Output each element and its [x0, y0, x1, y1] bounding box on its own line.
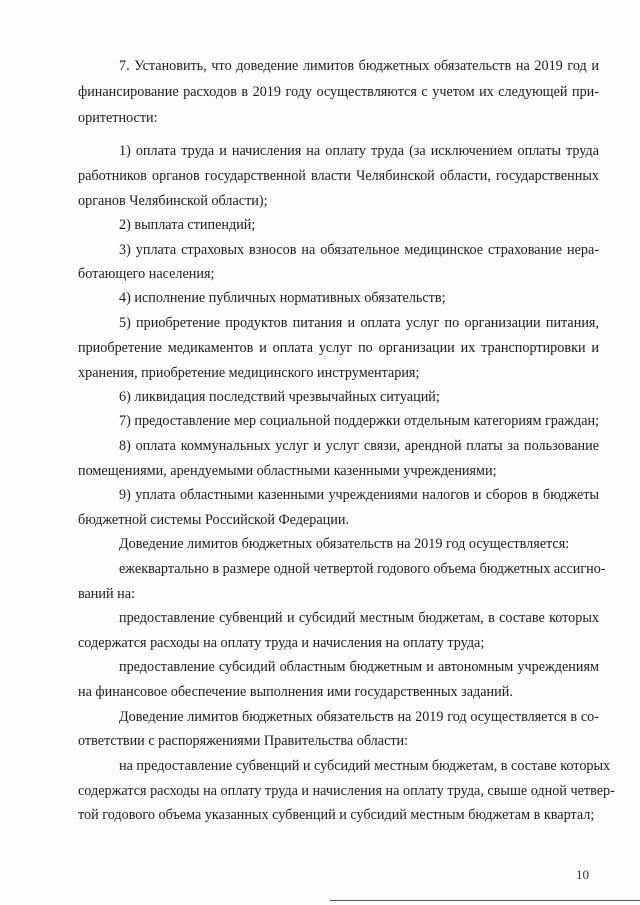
text-line: 1) оплата труда и начисления на оплату труда (за исключением оплаты труда [119, 143, 599, 159]
text-line: ответствии с распоряжениями Правительства области: [78, 733, 409, 749]
text-line: предоставление субвенций и субсидий местным бюджетам, в составе которых [119, 610, 599, 626]
text-line: 9) уплата областными казенными учреждениями налогов и сборов в бюджеты [119, 487, 599, 503]
page-number: 10 [576, 867, 589, 882]
text-line: ежеквартально в размере одной четвертой годового объема бюджетных ассигно- [119, 561, 606, 577]
text-line: 2) выплата стипендий; [119, 217, 256, 233]
text-line: Доведение лимитов бюджетных обязательств на 2019 год осуществляется: [119, 536, 570, 552]
text-line: 4) исполнение публичных нормативных обязательств; [119, 290, 446, 306]
text-line: помещениями, арендуемыми областными казенными учреждениями; [78, 463, 497, 479]
text-line: содержатся расходы на оплату труда и начисления на оплату труда, свыше одной четвер- [78, 783, 615, 799]
text-line: хранения, приобретение медицинского инструментария; [78, 365, 420, 381]
text-line: на финансовое обеспечение выполнения ими государственных заданий. [78, 684, 513, 700]
text-line: работников органов государственной власти Челябинской области, государственных [78, 168, 599, 184]
bottom-divider [330, 900, 640, 901]
text-line: Доведение лимитов бюджетных обязательств на 2019 год осуществляется в со- [119, 709, 599, 725]
text-line: той годового объема указанных субвенций и субсидий местным бюджетам в квартал; [78, 807, 595, 823]
text-line: на предоставление субвенций и субсидий местным бюджетам, в составе которых [119, 758, 611, 774]
text-line: 6) ликвидация последствий чрезвычайных ситуаций; [119, 389, 440, 405]
text-line: 7. Установить, что доведение лимитов бюджетных обязательств на 2019 год и [119, 58, 599, 74]
text-line: ваний на: [78, 586, 135, 602]
text-line: 8) оплата коммунальных услуг и услуг связи, арендной платы за пользование [119, 438, 599, 454]
text-line: 5) приобретение продуктов питания и оплата услуг по организации питания, [119, 315, 599, 331]
text-line: 7) предоставление мер социальной поддержки отдельным категориям граждан; [119, 413, 600, 429]
text-line: приобретение медикаментов и оплата услуг по организации их транспортировки и [78, 340, 599, 356]
text-line: бюджетной системы Российской Федерации. [78, 512, 350, 528]
text-line: ботающего населения; [78, 266, 215, 282]
text-line: 3) уплата страховых взносов на обязательное медицинское страхование нера- [119, 242, 599, 258]
text-line: органов Челябинской области); [78, 193, 268, 209]
text-line: финансирование расходов в 2019 году осуществляются с учетом их следующей при- [78, 84, 599, 100]
text-line: оритетности: [78, 110, 158, 126]
text-line: предоставление субсидий областным бюджетным и автономным учреждениям [119, 659, 599, 675]
text-line: содержатся расходы на оплату труда и начисления на оплату труда; [78, 635, 485, 651]
